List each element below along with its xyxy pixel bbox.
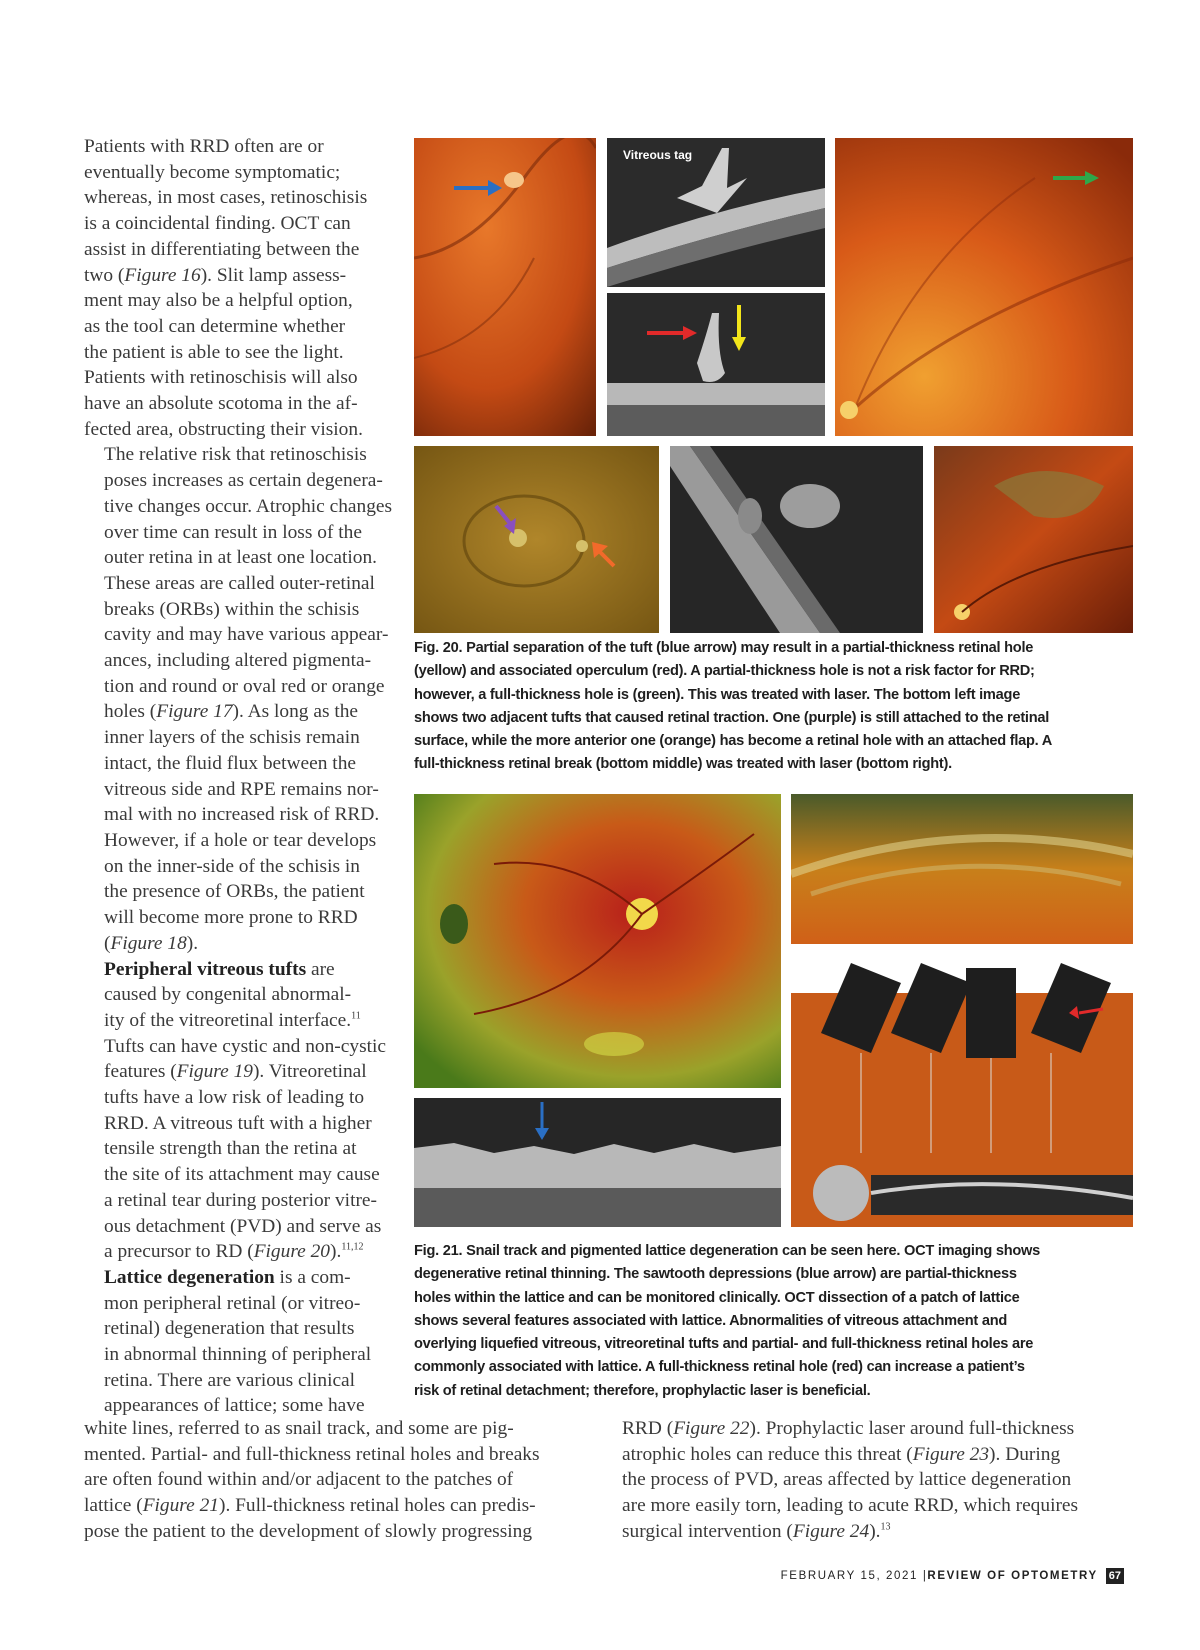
fig20-fundus-green-arrow: [835, 138, 1133, 436]
caption-line: holes within the lattice and can be monitored clinically. OCT dissection of a patch of lattice: [414, 1289, 1020, 1306]
text-line: These areas are called outer-retinal: [104, 572, 375, 594]
text-line: appearances of lattice; some have: [104, 1395, 365, 1417]
text-line: pose the patient to the development of slowly progressing: [84, 1520, 533, 1542]
text-line: vitreous side and RPE remains nor-: [104, 778, 379, 800]
caption-line: full-thickness retinal break (bottom middle) was treated with laser (bottom right).: [414, 756, 952, 773]
text-line: ity of the vitreoretinal interface.$^{11}$: [104, 1009, 361, 1031]
text-line: mented. Partial- and full-thickness retinal holes and breaks: [84, 1443, 540, 1465]
text-line: RRD. A vitreous tuft with a higher: [104, 1112, 372, 1134]
text-line: tensile strength than the retina at: [104, 1138, 357, 1160]
text-line: tive changes occur. Atrophic changes: [104, 495, 393, 517]
fig21-lattice-fundus: [791, 794, 1133, 944]
fig21-oct-sawtooth: [414, 1098, 781, 1227]
page-number: 67: [1106, 1568, 1124, 1584]
fig21-widefield-fundus: [414, 794, 781, 1088]
paragraph-rrd-symptomatic: [84, 134, 396, 442]
text-line: atrophic holes can reduce this threat (Figure 23). During: [622, 1443, 1061, 1465]
text-line: retinal) degeneration that results: [104, 1318, 355, 1340]
text-line: Lattice degeneration is a com-: [104, 1266, 351, 1288]
text-line: retina. There are various clinical: [104, 1369, 356, 1391]
text-line: RRD (Figure 22). Prophylactic laser around full-thickness: [622, 1418, 1075, 1439]
text-line: outer retina in at least one location.: [104, 547, 377, 569]
left-column-text: [84, 134, 396, 1419]
fig20-fundus-purple-orange: [414, 446, 659, 633]
text-line: ous detachment (PVD) and serve as: [104, 1215, 382, 1237]
text-line: Tufts can have cystic and non-cystic: [104, 1035, 386, 1057]
caption-line: however, a full-thickness hole is (green). This was treated with laser. The bottom left image: [414, 686, 1021, 703]
text-line: on the inner-side of the schisis in: [104, 855, 360, 877]
text-line: Peripheral vitreous tufts are: [104, 958, 335, 980]
text-line: the site of its attachment may cause: [104, 1164, 380, 1186]
paragraph-lattice: [84, 1265, 396, 1419]
text-line: fected area, obstructing their vision.: [84, 418, 363, 440]
text-line: will become more prone to RRD: [104, 907, 358, 929]
caption-line: shows two adjacent tufts that caused retinal traction. One (purple) is still attached to the retinal: [414, 709, 1050, 726]
text-line: as the tool can determine whether: [84, 315, 346, 337]
caption-line: (yellow) and associated operculum (red). A partial-thickness hole is not a risk factor for RRD;: [414, 663, 1035, 680]
text-line: ment may also be a helpful option,: [84, 290, 353, 312]
fig20-fundus-laser: [934, 446, 1133, 633]
caption-line: Fig. 20. Partial separation of the tuft (blue arrow) may result in a partial-thickness retinal hole: [414, 640, 1034, 656]
text-line: the process of PVD, areas affected by lattice degeneration: [622, 1469, 1072, 1491]
fig20-oct-vitreous-tag: [607, 138, 825, 287]
text-line: the patient is able to see the light.: [84, 341, 344, 363]
text-line: intact, the fluid flux between the: [104, 752, 356, 774]
text-line: surgical intervention (Figure 24).$^{13}$: [622, 1520, 891, 1542]
text-line: two (Figure 16). Slit lamp assess-: [84, 264, 347, 286]
text-line: inner layers of the schisis remain: [104, 727, 360, 749]
text-line: Patients with retinoschisis will also: [84, 367, 358, 389]
caption-line: risk of retinal detachment; therefore, prophylactic laser is beneficial.: [414, 1382, 871, 1399]
text-line: However, if a hole or tear develops: [104, 829, 377, 851]
fig20-fundus-blue-arrow: [414, 138, 596, 436]
magazine-name: REVIEW OF OPTOMETRY: [927, 1570, 1098, 1582]
text-line: breaks (ORBs) within the schisis: [104, 598, 360, 620]
text-line: tufts have a low risk of leading to: [104, 1087, 365, 1109]
caption-line: surface, while the more anterior one (orange) has become a retinal hole with an attached flap. A: [414, 733, 1053, 750]
text-line: lattice (Figure 21). Full-thickness retinal holes can predis-: [84, 1495, 536, 1517]
text-line: mon peripheral retinal (or vitreo-: [104, 1292, 361, 1314]
text-line: the presence of ORBs, the patient: [104, 881, 365, 903]
issue-date: FEBRUARY 15, 2021 |: [780, 1570, 928, 1582]
text-line: have an absolute scotoma in the af-: [84, 393, 358, 415]
vitreous-tag-label: Vitreous tag: [623, 148, 693, 162]
text-line: mal with no increased risk of RRD.: [104, 804, 380, 826]
text-line: features (Figure 19). Vitreoretinal: [104, 1061, 367, 1083]
text-line: white lines, referred to as snail track, and some are pig-: [84, 1418, 514, 1439]
text-line: are more easily torn, leading to acute RRD, which requires: [622, 1495, 1079, 1517]
fig20-oct-partial-hole: [607, 293, 825, 436]
bottom-right-text: [622, 1416, 1124, 1545]
text-line: tion and round or oval red or orange: [104, 675, 385, 697]
text-line: caused by congenital abnormal-: [104, 984, 352, 1006]
fig20-caption: [414, 637, 1052, 777]
text-line: a retinal tear during posterior vitre-: [104, 1189, 377, 1211]
text-line: in abnormal thinning of peripheral: [104, 1344, 372, 1366]
text-line: (Figure 18).: [104, 932, 199, 954]
text-line: The relative risk that retinoschisis: [104, 444, 367, 466]
caption-line: overlying liquefied vitreous, vitreoretinal tufts and partial- and full-thickness retinal holes are: [414, 1336, 1034, 1353]
bottom-left-text: [84, 1416, 594, 1545]
caption-line: Fig. 21. Snail track and pigmented lattice degeneration can be seen here. OCT imaging shows: [414, 1243, 1041, 1259]
page-footer: [781, 1568, 1124, 1584]
text-line: assist in differentiating between the: [84, 238, 360, 260]
text-line: are often found within and/or adjacent to the patches of: [84, 1469, 514, 1491]
fig20-oct-full-thickness-break: [670, 446, 923, 633]
fig21-caption: [414, 1240, 1040, 1403]
text-line: Patients with RRD often are or: [84, 136, 324, 157]
text-line: over time can result in loss of the: [104, 521, 362, 543]
fig21-oct-dissection: [791, 953, 1133, 1227]
text-line: ances, including altered pigmenta-: [104, 650, 372, 672]
text-line: whereas, in most cases, retinoschisis: [84, 187, 368, 209]
text-line: poses increases as certain degenera-: [104, 470, 383, 492]
caption-line: degenerative retinal thinning. The sawtooth depressions (blue arrow) are partial-thickness: [414, 1266, 1017, 1283]
paragraph-relative-risk: [84, 442, 396, 956]
text-line: is a coincidental finding. OCT can: [84, 213, 351, 235]
text-line: cavity and may have various appear-: [104, 624, 389, 646]
caption-line: commonly associated with lattice. A full-thickness retinal hole (red) can increase a patient’s: [414, 1359, 1025, 1376]
text-line: eventually become symptomatic;: [84, 161, 341, 183]
text-line: holes (Figure 17). As long as the: [104, 701, 359, 723]
caption-line: shows several features associated with lattice. Abnormalities of vitreous attachment and: [414, 1312, 1008, 1329]
text-line: a precursor to RD (Figure 20).$^{11,12}$: [104, 1241, 364, 1263]
paragraph-vitreous-tufts: [84, 957, 396, 1265]
